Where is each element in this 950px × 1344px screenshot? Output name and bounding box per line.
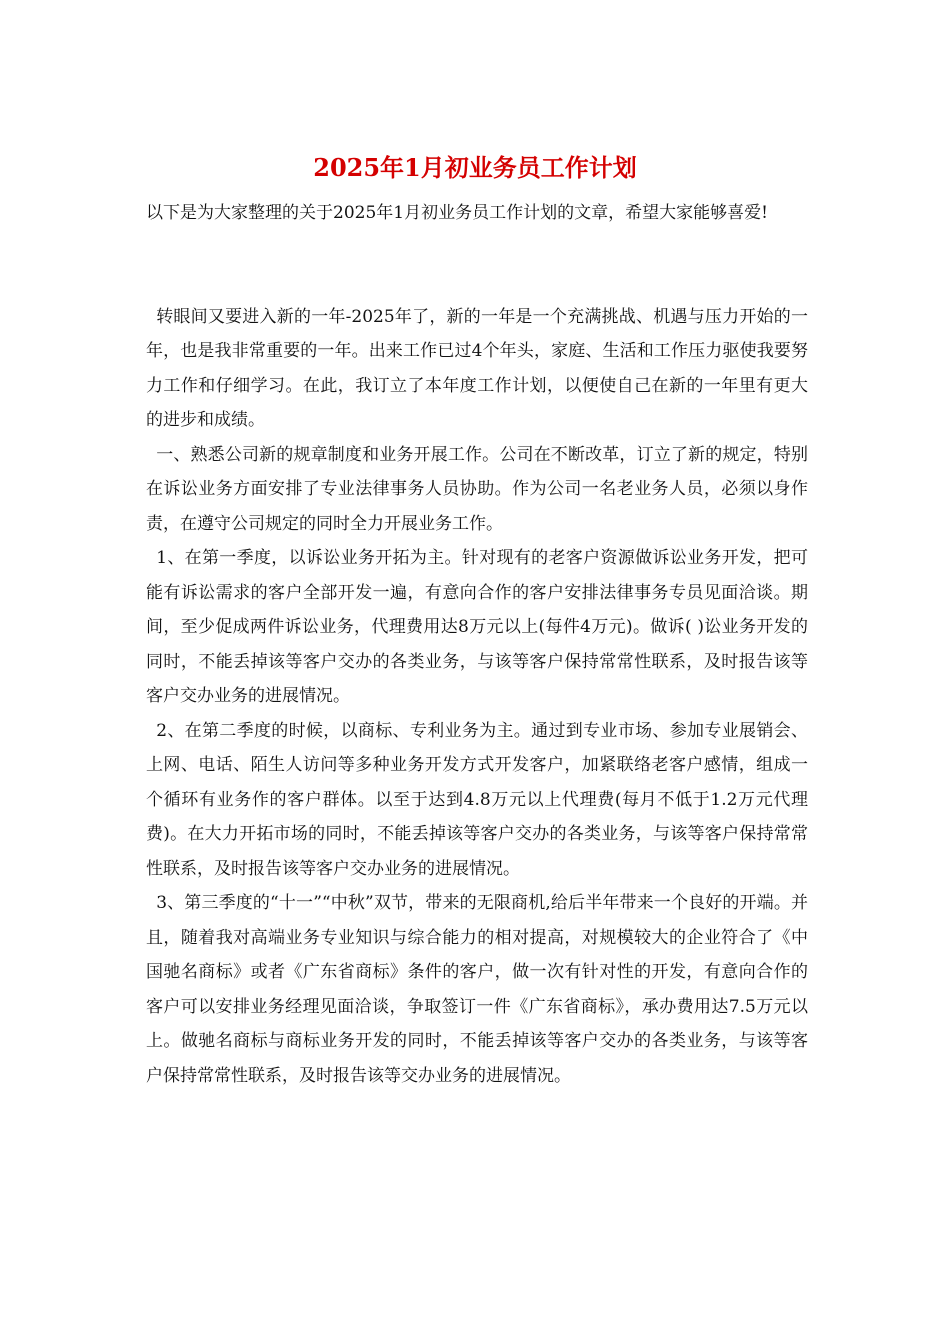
document-title: 2025年1月初业务员工作计划	[313, 153, 637, 182]
paragraph-q2: 2、在第二季度的时候，以商标、专利业务为主。通过到专业市场、参加专业展销会、上网、电话、陌生人访问等多种业务开发方式开发客户，加紧联络老客户感情，组成一个循环有业务作的客户群体。以至于达到4.8万元以上代理费(每月不低于1.2万元代理费)。在大力开拓市场的同时，不能丢掉该等客户交办的各类业务，与该等客户保持常常性联系，及时报告该等客户交办业务的进展情况。	[146, 720, 808, 879]
paragraph-spacer	[146, 231, 808, 300]
document-body	[146, 196, 808, 1093]
paragraph-q3: 3、第三季度的“十一”“中秋”双节，带来的无限商机,给后半年带来一个良好的开端。并且，随着我对高端业务专业知识与综合能力的相对提高，对规模较大的企业符合了《中国驰名商标》或者《广东省商标》条件的客户，做一次有针对性的开发，有意向合作的客户可以安排业务经理见面洽谈，争取签订一件《广东省商标》，承办费用达7.5万元以上。做驰名商标与商标业务开发的同时，不能丢掉该等客户交办的各类业务，与该等客户保持常常性联系，及时报告该等交办业务的进展情况。	[146, 893, 808, 1086]
paragraph-q1: 1、在第一季度，以诉讼业务开拓为主。针对现有的老客户资源做诉讼业务开发，把可能有诉讼需求的客户全部开发一遍，有意向合作的客户安排法律事务专员见面洽谈。期间，至少促成两件诉讼业务，代理费用达8万元以上(每件4万元)。做诉( )讼业务开发的同时，不能丢掉该等客户交办的各类业务，与该等客户保持常常性联系，及时报告该等客户交办业务的进展情况。	[146, 548, 808, 706]
paragraph-section-one: 一、熟悉公司新的规章制度和业务开展工作。公司在不断改革，订立了新的规定，特别在诉讼业务方面安排了专业法律事务人员协助。作为公司一名老业务人员，必须以身作责，在遵守公司规定的同时全力开展业务工作。	[146, 444, 808, 534]
paragraph-opening: 转眼间又要进入新的一年-2025年了，新的一年是一个充满挑战、机遇与压力开始的一年，也是我非常重要的一年。出来工作已过4个年头，家庭、生活和工作压力驱使我要努力工作和仔细学习。在此，我订立了本年度工作计划，以便使自己在新的一年里有更大的进步和成绩。	[146, 306, 808, 430]
intro-paragraph: 以下是为大家整理的关于2025年1月初业务员工作计划的文章，希望大家能够喜爱!	[146, 203, 768, 223]
